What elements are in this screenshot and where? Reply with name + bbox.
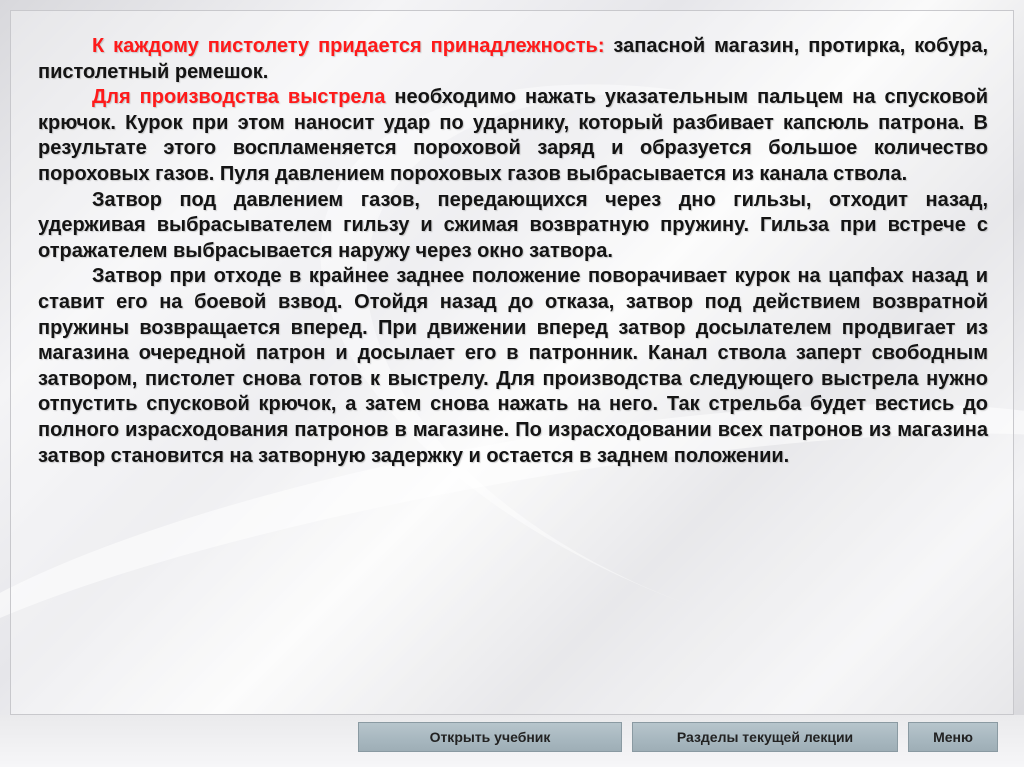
highlight-firing: Для производства выстрела xyxy=(92,86,386,109)
paragraph-bolt-return xyxy=(38,264,988,469)
menu-button[interactable]: Меню xyxy=(908,722,998,752)
highlight-accessories: К каждому пистолету придается принадлежность: xyxy=(92,35,605,57)
paragraph-accessories xyxy=(38,34,988,85)
slide-text xyxy=(38,34,988,469)
paragraph-text: Затвор под давлением газов, передающихся через дно гильзы, отходит назад, удерживая выбрасывателем гильзу и сжимая возвратную пружину. Гильза при встрече с отражателем выбрасывается наружу через окно затвора. xyxy=(38,188,988,262)
paragraph-firing xyxy=(38,85,988,187)
paragraph-text: Затвор при отходе в крайнее заднее положение поворачивает курок на цапфах назад и ставит его на боевой взвод. Отойдя назад до отказа, затвор под действием возвратной пружины возвращается вперед. При движении вперед затвор досылателем продвигает из магазина очередной патрон и досылает его в патронник. Канал ствола заперт свободным затвором, пистолет снова готов к выстрелу. Для производства следующего выстрела нужно отпустить спусковой крючок, а затем снова нажать на него. Так стрельба будет вестись до полного израсходования патронов в магазине. По израсходовании всех патронов из магазина затвор становится на затворную задержку и остается в заднем положении. xyxy=(38,265,988,467)
lecture-sections-button[interactable]: Разделы текущей лекции xyxy=(632,722,898,752)
open-textbook-button[interactable]: Открыть учебник xyxy=(358,722,622,752)
paragraph-text: необходимо нажать указательным пальцем на спусковой крючок. Курок при этом наносит удар по ударнику, который разбивает капсюль патрона. В результате этого воспламеняется пороховой заряд и образуется большое количество пороховых газов. Пуля давлением пороховых газов выбрасывается из канала ствола. xyxy=(38,86,988,185)
paragraph-bolt-recoil xyxy=(38,188,988,265)
paragraph-text: запасной магазин, протирка, кобура, пистолетный ремешок. xyxy=(38,35,988,83)
